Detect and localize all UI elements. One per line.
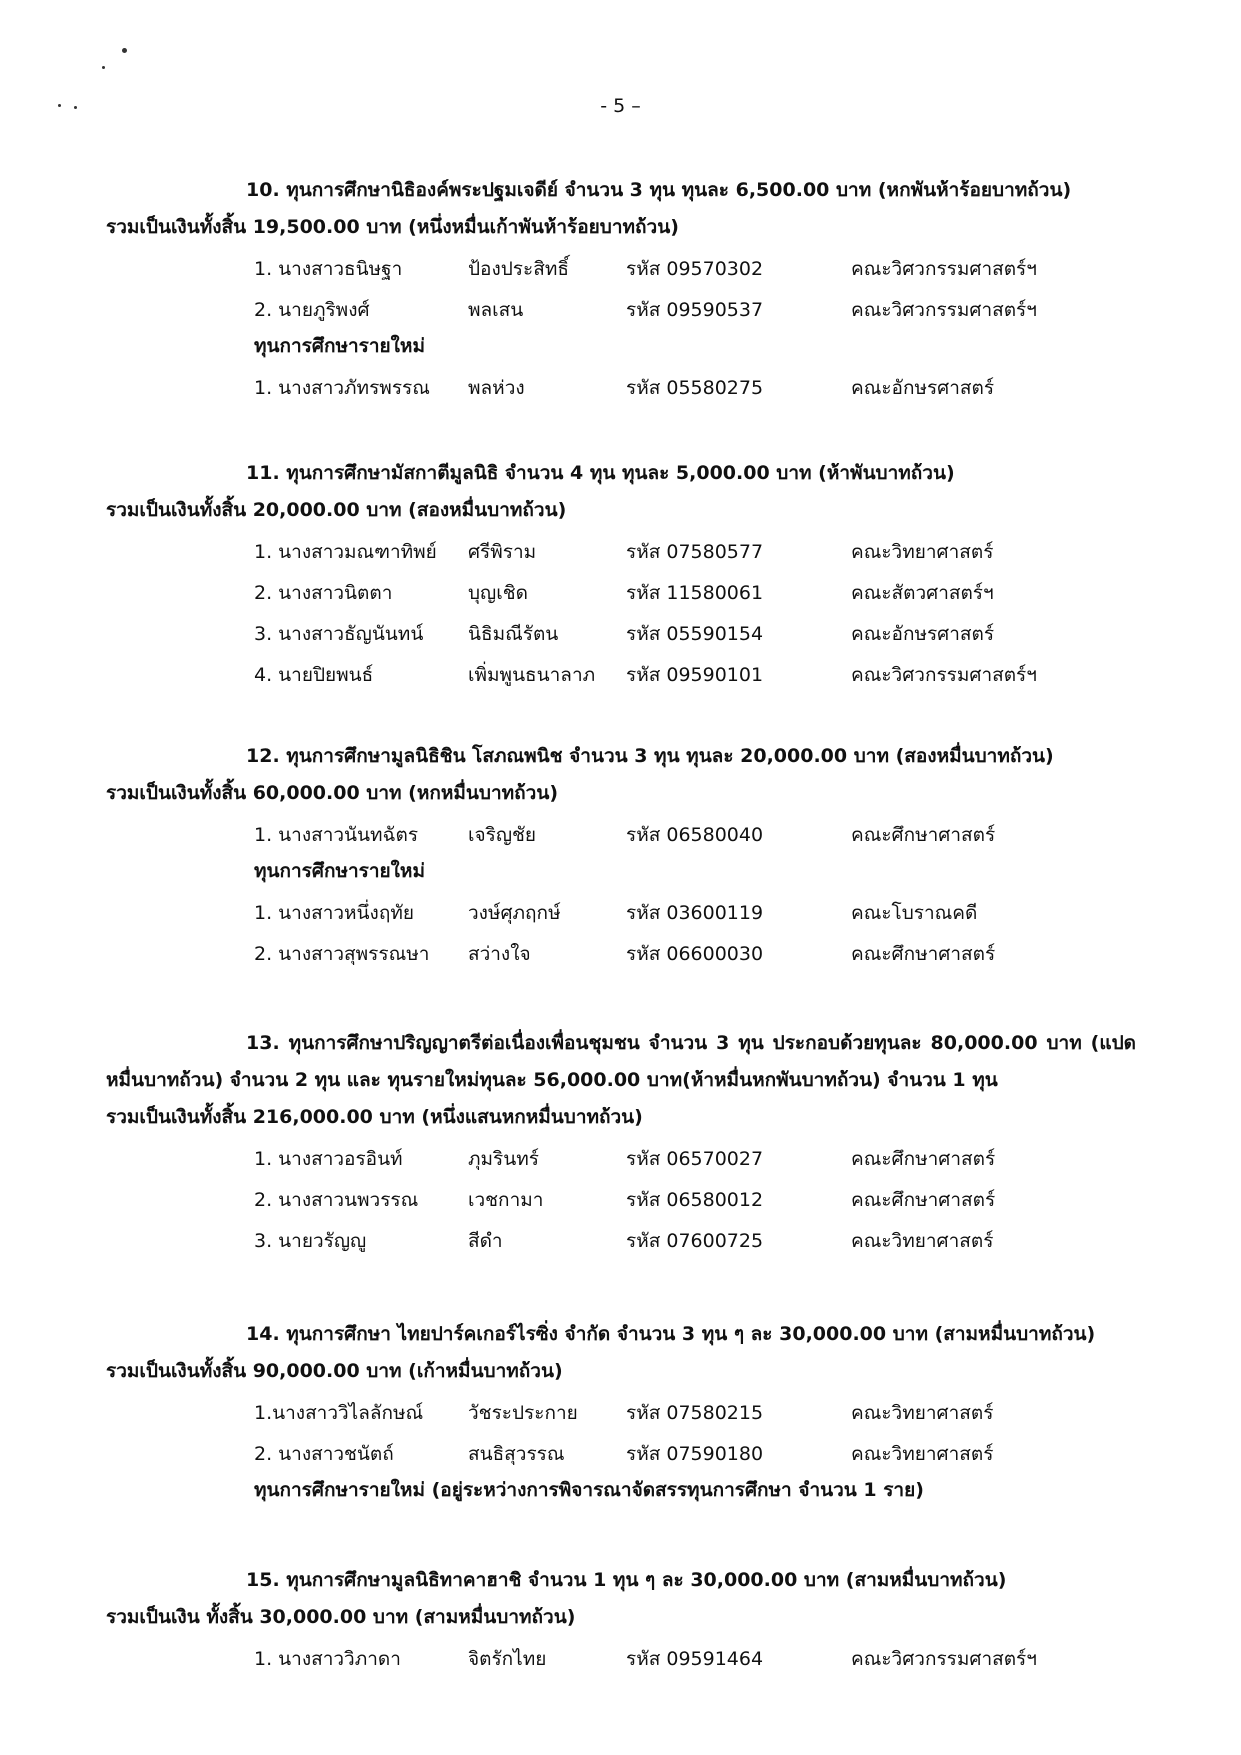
new-recipients-label: ทุนการศึกษารายใหม่ — [254, 860, 425, 882]
section-total: รวมเป็นเงินทั้งสิ้น 19,500.00 บาท (หนึ่งหมื่นเก้าพันห้าร้อยบาทถ้วน) — [106, 216, 679, 238]
recipient-row: 1. นางสาวหนึ่งฤทัย วงษ์ศุภฤกษ์ รหัส 03600119 คณะโบราณคดี — [254, 902, 978, 924]
recipient-row: 1. นางสาวอรอินท์ ภุมรินทร์ รหัส 06570027 คณะศึกษาศาสตร์ — [254, 1148, 996, 1170]
scan-speck — [102, 66, 105, 69]
section-heading: 10. ทุนการศึกษานิธิองค์พระปฐมเจดีย์ จำนวน 3 ทุน ทุนละ 6,500.00 บาท (หกพันห้าร้อยบาทถ้วน) — [246, 179, 1072, 201]
recipient-row: 1. นางสาวธนิษฐา ป้องประสิทธิ์ รหัส 09570302 คณะวิศวกรรมศาสตร์ฯ — [254, 258, 1037, 280]
recipient-row: 1.นางสาววิไลลักษณ์ วัชระประกาย รหัส 07580215 คณะวิทยาศาสตร์ — [254, 1402, 994, 1424]
new-recipients-label: ทุนการศึกษารายใหม่ — [254, 335, 425, 357]
section-total: รวมเป็นเงิน ทั้งสิ้น 30,000.00 บาท (สามหมื่นบาทถ้วน) — [106, 1606, 576, 1628]
recipient-row: 2. นางสาวสุพรรณษา สว่างใจ รหัส 06600030 คณะศึกษาศาสตร์ — [254, 943, 996, 965]
section-total: รวมเป็นเงินทั้งสิ้น 90,000.00 บาท (เก้าหมื่นบาทถ้วน) — [106, 1360, 563, 1382]
scholarship-section-15 — [106, 1562, 1136, 1677]
scholarship-section-14 — [106, 1316, 1136, 1509]
recipient-row: 1. นางสาวมณฑาทิพย์ ศรีพิราม รหัส 07580577 คณะวิทยาศาสตร์ — [254, 541, 994, 563]
scholarship-section-13 — [106, 1025, 1136, 1259]
section-heading: 15. ทุนการศึกษามูลนิธิทาคาฮาชิ จำนวน 1 ทุน ๆ ละ 30,000.00 บาท (สามหมื่นบาทถ้วน) — [246, 1569, 1007, 1591]
section-heading: 11. ทุนการศึกษามัสกาตีมูลนิธิ จำนวน 4 ทุน ทุนละ 5,000.00 บาท (ห้าพันบาทถ้วน) — [246, 462, 955, 484]
section-heading: 13. ทุนการศึกษาปริญญาตรีต่อเนื่องเพื่อนชุมชน จำนวน 3 ทุน ประกอบด้วยทุนละ 80,000.00 บาท (แปดหมื่นบาทถ้วน) จำนวน 2 ทุน และ ทุนรายใหม่ทุนละ 56,000.00 บาท(ห้าหมื่นหกพันบาทถ้วน) จำนวน 1 ทุน — [106, 1032, 1136, 1091]
section-total: รวมเป็นเงินทั้งสิ้น 20,000.00 บาท (สองหมื่นบาทถ้วน) — [106, 499, 567, 521]
section-heading: 12. ทุนการศึกษามูลนิธิชิน โสภณพนิช จำนวน 3 ทุน ทุนละ 20,000.00 บาท (สองหมื่นบาทถ้วน) — [246, 745, 1054, 767]
recipient-row: 2. นางสาวชนัตถ์ สนธิสุวรรณ รหัส 07590180 คณะวิทยาศาสตร์ — [254, 1443, 994, 1465]
recipient-row: 2. นางสาวนิตตา บุญเชิด รหัส 11580061 คณะสัตวศาสตร์ฯ — [254, 582, 994, 604]
new-recipients-label: ทุนการศึกษารายใหม่ (อยู่ระหว่างการพิจารณาจัดสรรทุนการศึกษา จำนวน 1 ราย) — [254, 1479, 924, 1501]
recipient-row: 2. นางสาวนพวรรณ เวชกามา รหัส 06580012 คณะศึกษาศาสตร์ — [254, 1189, 996, 1211]
section-total: รวมเป็นเงินทั้งสิ้น 60,000.00 บาท (หกหมื่นบาทถ้วน) — [106, 782, 559, 804]
scholarship-section-10 — [106, 172, 1136, 406]
recipient-row: 1. นางสาวนันทฉัตร เจริญชัย รหัส 06580040 คณะศึกษาศาสตร์ — [254, 824, 996, 846]
recipient-row: 1. นางสาวภัทรพรรณ พลห่วง รหัส 05580275 คณะอักษรศาสตร์ — [254, 377, 995, 399]
scholarship-section-11 — [106, 455, 1136, 693]
scholarship-section-12 — [106, 738, 1136, 972]
recipient-row: 3. นายวรัญญู สีดำ รหัส 07600725 คณะวิทยาศาสตร์ — [254, 1230, 994, 1252]
section-total: รวมเป็นเงินทั้งสิ้น 216,000.00 บาท (หนึ่งแสนหกหมื่นบาทถ้วน) — [106, 1106, 643, 1128]
recipient-row: 1. นางสาววิภาดา จิตรักไทย รหัส 09591464 คณะวิศวกรรมศาสตร์ฯ — [254, 1648, 1037, 1670]
recipient-row: 2. นายภูริพงศ์ พลเสน รหัส 09590537 คณะวิศวกรรมศาสตร์ฯ — [254, 299, 1037, 321]
recipient-row: 3. นางสาวธัญนันทน์ นิธิมณีรัตน รหัส 05590154 คณะอักษรศาสตร์ — [254, 623, 995, 645]
section-heading: 14. ทุนการศึกษา ไทยปาร์คเกอร์ไรซิ่ง จำกัด จำนวน 3 ทุน ๆ ละ 30,000.00 บาท (สามหมื่นบาทถ้วน) — [246, 1323, 1096, 1345]
scan-speck — [122, 48, 127, 53]
recipient-row: 4. นายปิยพนธ์ เพิ่มพูนธนาลาภ รหัส 09590101 คณะวิศวกรรมศาสตร์ฯ — [254, 664, 1037, 686]
page-number: - 5 – — [600, 95, 641, 117]
